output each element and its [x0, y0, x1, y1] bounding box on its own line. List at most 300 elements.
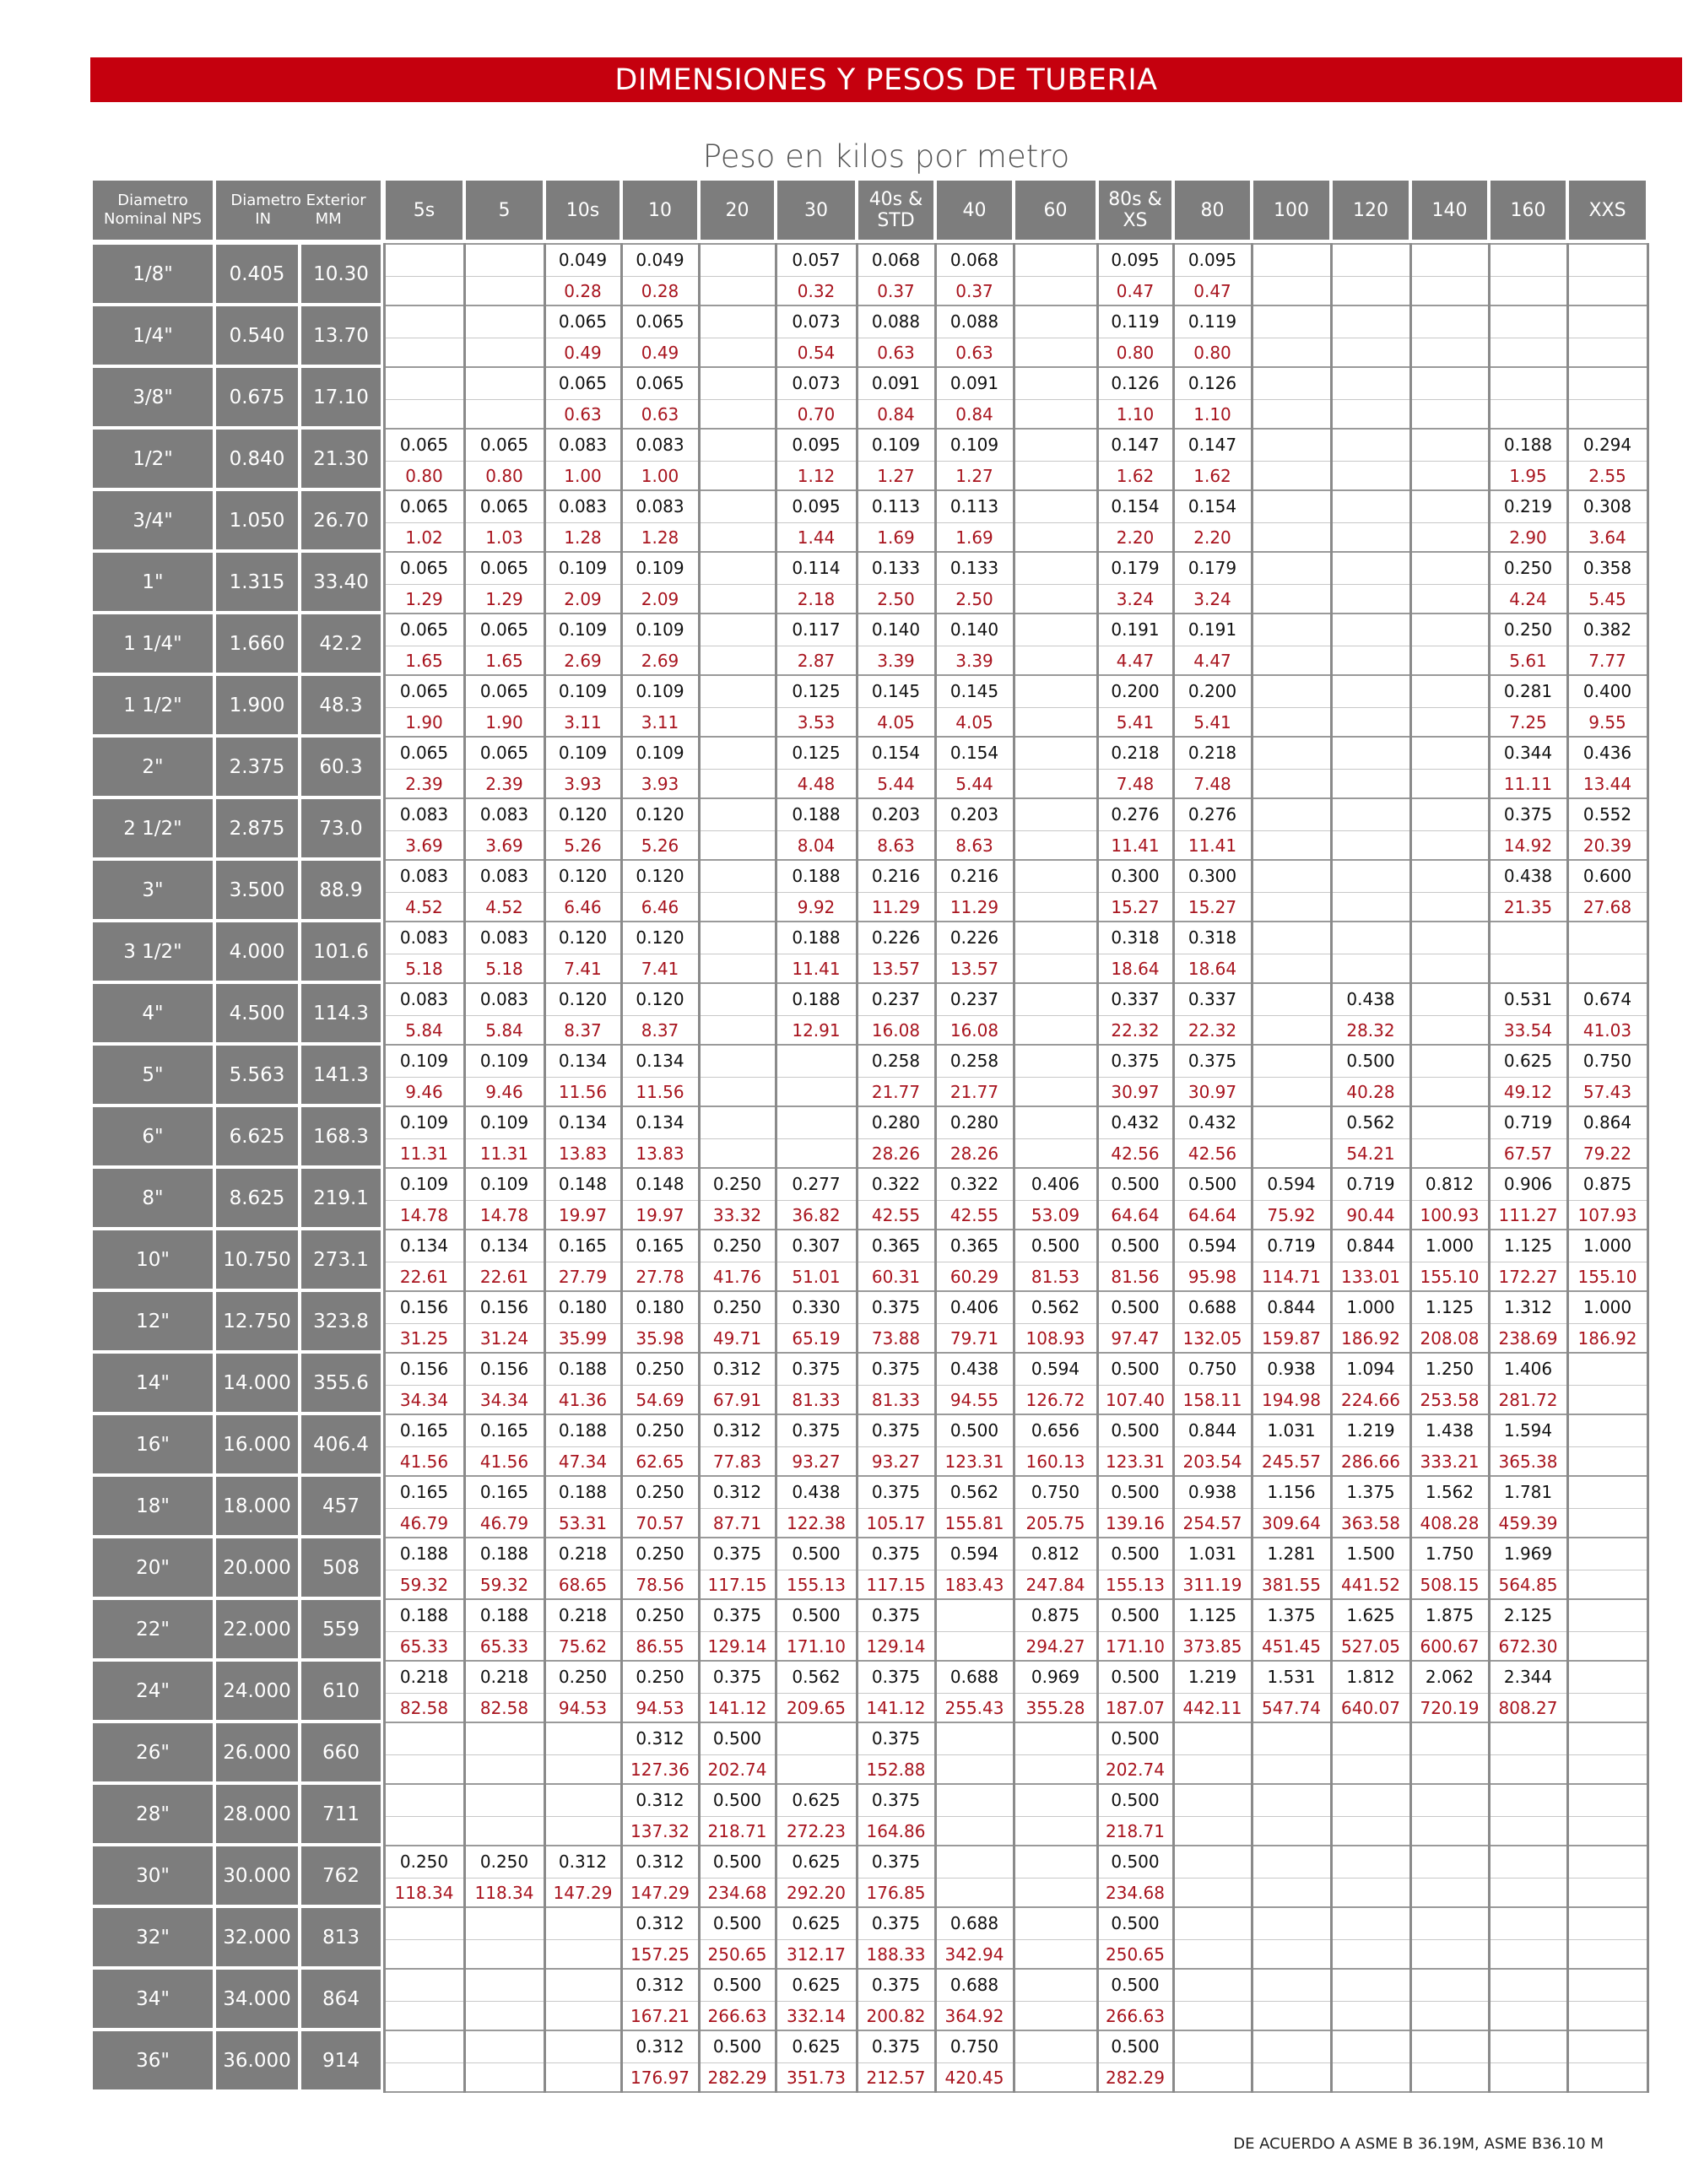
wall-thickness-value: 0.688 [950, 1667, 999, 1688]
weight-kg-per-m-value: 73.88 [871, 1327, 921, 1349]
weight-kg-per-m-value: 159.87 [1262, 1327, 1321, 1349]
weight-kg-per-m-value: 155.10 [1420, 1266, 1480, 1287]
header-schedule-label: 100 [1274, 199, 1309, 221]
wall-thickness-value: 0.125 [792, 681, 841, 702]
row-nominal-nps: 32" [93, 1908, 213, 1966]
wall-thickness-value: 0.594 [950, 1543, 999, 1565]
weight-kg-per-m-value: 4.05 [877, 711, 915, 733]
weight-kg-per-m-value: 266.63 [1106, 2005, 1165, 2026]
row-od-mm: 21.30 [301, 430, 381, 488]
weight-kg-per-m-value: 7.41 [564, 958, 602, 979]
weight-kg-per-m-value: 94.55 [950, 1389, 999, 1410]
wall-thickness-value: 0.083 [636, 496, 684, 517]
wall-thickness-value: 0.719 [1346, 1174, 1395, 1195]
weight-kg-per-m-value: 160.13 [1025, 1451, 1085, 1472]
weight-kg-per-m-value: 152.88 [866, 1759, 926, 1780]
wall-thickness-value: 1.125 [1188, 1605, 1237, 1626]
weight-kg-per-m-value: 7.41 [641, 958, 679, 979]
weight-kg-per-m-value: 5.45 [1588, 588, 1626, 609]
wall-thickness-value: 0.318 [1111, 927, 1160, 949]
wall-thickness-value: 0.330 [792, 1297, 841, 1318]
wall-thickness-value: 0.109 [636, 619, 684, 641]
wall-thickness-value: 0.188 [479, 1605, 529, 1626]
row-nominal-nps: 12" [93, 1292, 213, 1350]
weight-kg-per-m-value: 1.12 [797, 465, 836, 486]
weight-kg-per-m-value: 0.63 [564, 403, 602, 424]
wall-thickness-value: 0.068 [950, 250, 999, 271]
weight-kg-per-m-value: 3.69 [405, 835, 443, 856]
weight-kg-per-m-value: 2.90 [1509, 527, 1547, 548]
row-separator [384, 1968, 1647, 1970]
row-od-mm: 17.10 [301, 368, 381, 426]
header-schedule-12 [1333, 181, 1409, 240]
wall-thickness-value: 0.375 [871, 1297, 921, 1318]
wall-thickness-value: 0.091 [871, 373, 921, 394]
weight-kg-per-m-value: 547.74 [1262, 1697, 1321, 1718]
wall-thickness-value: 0.083 [479, 989, 529, 1010]
wall-thickness-value: 0.375 [1111, 1051, 1160, 1072]
wall-thickness-value: 0.277 [792, 1174, 841, 1195]
wall-thickness-value: 2.344 [1503, 1667, 1553, 1688]
wall-thickness-value: 1.000 [1582, 1297, 1632, 1318]
wall-thickness-value: 0.500 [1111, 2036, 1160, 2057]
wall-thickness-value: 0.083 [399, 927, 449, 949]
row-mid-separator [384, 1816, 1647, 1817]
wall-thickness-value: 0.065 [479, 435, 529, 456]
wall-thickness-value: 0.188 [792, 989, 841, 1010]
weight-kg-per-m-value: 183.43 [944, 1574, 1004, 1595]
wall-thickness-value: 0.500 [712, 1975, 762, 1996]
weight-kg-per-m-value: 27.68 [1582, 896, 1632, 917]
weight-kg-per-m-value: 95.98 [1188, 1266, 1237, 1287]
wall-thickness-value: 0.436 [1582, 743, 1632, 764]
weight-kg-per-m-value: 282.29 [707, 2067, 767, 2088]
wall-thickness-value: 0.688 [950, 1913, 999, 1934]
wall-thickness-value: 0.156 [399, 1359, 449, 1380]
weight-kg-per-m-value: 365.38 [1498, 1451, 1558, 1472]
row-od-mm: 101.6 [301, 922, 381, 981]
header-schedule-label: 40s & [868, 189, 923, 210]
column-separator [698, 243, 701, 2093]
wall-thickness-value: 0.095 [792, 435, 841, 456]
weight-kg-per-m-value: 158.11 [1182, 1389, 1242, 1410]
weight-kg-per-m-value: 0.32 [797, 280, 836, 301]
wall-thickness-value: 1.875 [1425, 1605, 1474, 1626]
weight-kg-per-m-value: 238.69 [1498, 1327, 1558, 1349]
weight-kg-per-m-value: 442.11 [1182, 1697, 1242, 1718]
row-mid-separator [384, 2001, 1647, 2002]
wall-thickness-value: 0.625 [1503, 1051, 1553, 1072]
wall-thickness-value: 0.120 [636, 989, 684, 1010]
weight-kg-per-m-value: 22.32 [1188, 1019, 1237, 1041]
weight-kg-per-m-value: 164.86 [866, 1820, 926, 1841]
row-od-mm: 88.9 [301, 861, 381, 919]
weight-kg-per-m-value: 1.29 [405, 588, 443, 609]
weight-kg-per-m-value: 141.12 [866, 1697, 926, 1718]
weight-kg-per-m-value: 1.28 [564, 527, 602, 548]
weight-kg-per-m-value: 54.21 [1346, 1143, 1395, 1164]
wall-thickness-value: 0.500 [1111, 1482, 1160, 1503]
wall-thickness-value: 0.337 [1111, 989, 1160, 1010]
wall-thickness-value: 0.344 [1503, 743, 1553, 764]
wall-thickness-value: 0.844 [1267, 1297, 1316, 1318]
row-mid-separator [384, 1939, 1647, 1940]
wall-thickness-value: 0.375 [871, 1605, 921, 1626]
weight-kg-per-m-value: 2.50 [877, 588, 915, 609]
weight-kg-per-m-value: 0.63 [641, 403, 679, 424]
wall-thickness-value: 0.113 [871, 496, 921, 517]
weight-kg-per-m-value: 5.84 [485, 1019, 523, 1041]
weight-kg-per-m-value: 1.29 [485, 588, 523, 609]
weight-kg-per-m-value: 126.72 [1025, 1389, 1085, 1410]
wall-thickness-value: 0.065 [399, 558, 449, 579]
weight-kg-per-m-value: 108.93 [1025, 1327, 1085, 1349]
weight-kg-per-m-value: 27.78 [636, 1266, 684, 1287]
weight-kg-per-m-value: 420.45 [944, 2067, 1004, 2088]
wall-thickness-value: 1.562 [1425, 1482, 1474, 1503]
weight-kg-per-m-value: 3.39 [877, 650, 915, 671]
wall-thickness-value: 0.091 [950, 373, 999, 394]
weight-kg-per-m-value: 0.47 [1193, 280, 1231, 301]
header-schedule-label: 5 [498, 199, 511, 221]
weight-kg-per-m-value: 141.12 [707, 1697, 767, 1718]
wall-thickness-value: 0.109 [479, 1051, 529, 1072]
wall-thickness-value: 0.600 [1582, 866, 1632, 887]
header-schedule-9 [1099, 181, 1171, 240]
wall-thickness-value: 0.500 [1111, 1543, 1160, 1565]
header-schedule-label: 160 [1510, 199, 1546, 221]
weight-kg-per-m-value: 133.01 [1341, 1266, 1400, 1287]
weight-kg-per-m-value: 64.64 [1111, 1204, 1160, 1225]
wall-thickness-value: 0.083 [479, 927, 529, 949]
wall-thickness-value: 0.068 [871, 250, 921, 271]
weight-kg-per-m-value: 2.69 [641, 650, 679, 671]
wall-thickness-value: 1.625 [1346, 1605, 1395, 1626]
row-od-mm: 813 [301, 1908, 381, 1966]
weight-kg-per-m-value: 0.37 [955, 280, 993, 301]
wall-thickness-value: 0.109 [636, 743, 684, 764]
wall-thickness-value: 0.250 [712, 1235, 762, 1257]
weight-kg-per-m-value: 8.37 [641, 1019, 679, 1041]
wall-thickness-value: 0.065 [479, 558, 529, 579]
weight-kg-per-m-value: 14.92 [1503, 835, 1553, 856]
weight-kg-per-m-value: 218.71 [1106, 1820, 1165, 1841]
weight-kg-per-m-value: 81.33 [871, 1389, 921, 1410]
header-nominal-nps-line: Diametro [117, 192, 188, 209]
weight-kg-per-m-value: 176.85 [866, 1882, 926, 1903]
wall-thickness-value: 0.200 [1111, 681, 1160, 702]
weight-kg-per-m-value: 4.48 [797, 773, 836, 794]
wall-thickness-value: 0.119 [1188, 311, 1237, 332]
weight-kg-per-m-value: 19.97 [636, 1204, 684, 1225]
wall-thickness-value: 0.109 [558, 558, 608, 579]
wall-thickness-value: 0.358 [1582, 558, 1632, 579]
wall-thickness-value: 0.200 [1188, 681, 1237, 702]
row-od-in: 1.900 [216, 676, 298, 734]
weight-kg-per-m-value: 65.33 [399, 1635, 449, 1657]
wall-thickness-value: 0.109 [871, 435, 921, 456]
wall-thickness-value: 0.250 [1503, 619, 1553, 641]
weight-kg-per-m-value: 65.19 [792, 1327, 841, 1349]
wall-thickness-value: 0.133 [871, 558, 921, 579]
wall-thickness-value: 0.625 [792, 1790, 841, 1811]
wall-thickness-value: 0.188 [558, 1420, 608, 1441]
wall-thickness-value: 2.125 [1503, 1605, 1553, 1626]
wall-thickness-value: 0.375 [1503, 804, 1553, 825]
weight-kg-per-m-value: 155.81 [944, 1512, 1004, 1533]
weight-kg-per-m-value: 1.62 [1193, 465, 1231, 486]
weight-kg-per-m-value: 7.48 [1193, 773, 1231, 794]
weight-kg-per-m-value: 79.22 [1582, 1143, 1632, 1164]
wall-thickness-value: 0.300 [1111, 866, 1160, 887]
row-od-in: 6.625 [216, 1107, 298, 1165]
wall-thickness-value: 0.120 [558, 866, 608, 887]
wall-thickness-value: 0.375 [871, 1420, 921, 1441]
header-nominal-nps [93, 181, 213, 240]
weight-kg-per-m-value: 22.32 [1111, 1019, 1160, 1041]
wall-thickness-value: 0.134 [399, 1235, 449, 1257]
weight-kg-per-m-value: 2.20 [1116, 527, 1155, 548]
wall-thickness-value: 0.156 [479, 1359, 529, 1380]
row-separator [384, 1722, 1647, 1723]
weight-kg-per-m-value: 42.56 [1111, 1143, 1160, 1164]
weight-kg-per-m-value: 122.38 [787, 1512, 846, 1533]
weight-kg-per-m-value: 171.10 [1106, 1635, 1165, 1657]
wall-thickness-value: 1.250 [1425, 1359, 1474, 1380]
header-schedule-3 [623, 181, 697, 240]
weight-kg-per-m-value: 342.94 [944, 1943, 1004, 1965]
weight-kg-per-m-value: 97.47 [1111, 1327, 1160, 1349]
weight-kg-per-m-value: 155.13 [1106, 1574, 1165, 1595]
weight-kg-per-m-value: 105.17 [866, 1512, 926, 1533]
weight-kg-per-m-value: 28.32 [1346, 1019, 1395, 1041]
wall-thickness-value: 0.750 [950, 2036, 999, 2057]
wall-thickness-value: 0.322 [871, 1174, 921, 1195]
wall-thickness-value: 0.065 [558, 373, 608, 394]
weight-kg-per-m-value: 2.20 [1193, 527, 1231, 548]
row-od-in: 4.000 [216, 922, 298, 981]
row-nominal-nps: 14" [93, 1354, 213, 1412]
wall-thickness-value: 0.134 [479, 1235, 529, 1257]
weight-kg-per-m-value: 62.65 [636, 1451, 684, 1472]
weight-kg-per-m-value: 16.08 [950, 1019, 999, 1041]
wall-thickness-value: 1.031 [1188, 1543, 1237, 1565]
wall-thickness-value: 1.156 [1267, 1482, 1316, 1503]
header-schedule-2 [546, 181, 619, 240]
wall-thickness-value: 1.000 [1346, 1297, 1395, 1318]
wall-thickness-value: 0.308 [1582, 496, 1632, 517]
weight-kg-per-m-value: 209.65 [787, 1697, 846, 1718]
wall-thickness-value: 1.312 [1503, 1297, 1553, 1318]
wall-thickness-value: 0.165 [558, 1235, 608, 1257]
weight-kg-per-m-value: 11.31 [479, 1143, 529, 1164]
header-outside-diameter [216, 181, 381, 240]
wall-thickness-value: 0.065 [399, 743, 449, 764]
row-nominal-nps: 4" [93, 984, 213, 1042]
wall-thickness-value: 0.375 [792, 1420, 841, 1441]
weight-kg-per-m-value: 47.34 [558, 1451, 608, 1472]
weight-kg-per-m-value: 0.63 [877, 342, 915, 363]
wall-thickness-value: 1.812 [1346, 1667, 1395, 1688]
weight-kg-per-m-value: 7.48 [1116, 773, 1155, 794]
weight-kg-per-m-value: 11.31 [399, 1143, 449, 1164]
header-schedule-label: 10 [648, 199, 672, 221]
wall-thickness-value: 0.049 [558, 250, 608, 271]
weight-kg-per-m-value: 808.27 [1498, 1697, 1558, 1718]
row-nominal-nps: 28" [93, 1785, 213, 1843]
row-od-mm: 457 [301, 1477, 381, 1535]
wall-thickness-value: 0.312 [636, 1728, 684, 1749]
weight-kg-per-m-value: 28.26 [871, 1143, 921, 1164]
weight-kg-per-m-value: 1.00 [641, 465, 679, 486]
row-od-in: 0.675 [216, 368, 298, 426]
column-separator [775, 243, 777, 2093]
wall-thickness-value: 0.500 [1111, 1235, 1160, 1257]
wall-thickness-value: 0.438 [792, 1482, 841, 1503]
wall-thickness-value: 0.109 [558, 743, 608, 764]
wall-thickness-value: 0.258 [871, 1051, 921, 1072]
weight-kg-per-m-value: 35.98 [636, 1327, 684, 1349]
wall-thickness-value: 0.969 [1031, 1667, 1080, 1688]
row-nominal-nps: 1/2" [93, 430, 213, 488]
weight-kg-per-m-value: 30.97 [1188, 1081, 1237, 1102]
wall-thickness-value: 0.500 [1111, 1174, 1160, 1195]
row-nominal-nps: 1 1/4" [93, 614, 213, 673]
wall-thickness-value: 0.095 [792, 496, 841, 517]
row-od-mm: 559 [301, 1600, 381, 1658]
column-separator [934, 243, 937, 2093]
wall-thickness-value: 0.126 [1111, 373, 1160, 394]
row-nominal-nps: 22" [93, 1600, 213, 1658]
weight-kg-per-m-value: 59.32 [479, 1574, 529, 1595]
weight-kg-per-m-value: 107.93 [1577, 1204, 1637, 1225]
wall-thickness-value: 0.117 [792, 619, 841, 641]
weight-kg-per-m-value: 218.71 [707, 1820, 767, 1841]
weight-kg-per-m-value: 8.63 [955, 835, 993, 856]
wall-thickness-value: 0.864 [1582, 1112, 1632, 1133]
weight-kg-per-m-value: 2.09 [641, 588, 679, 609]
row-od-mm: 711 [301, 1785, 381, 1843]
standards-footnote: DE ACUERDO A ASME B 36.19M, ASME B36.10 M [1233, 2135, 1604, 2153]
weight-kg-per-m-value: 11.41 [792, 958, 841, 979]
wall-thickness-value: 0.875 [1031, 1605, 1080, 1626]
weight-kg-per-m-value: 1.69 [955, 527, 993, 548]
wall-thickness-value: 0.318 [1188, 927, 1237, 949]
row-od-in: 0.540 [216, 306, 298, 365]
weight-kg-per-m-value: 11.56 [636, 1081, 684, 1102]
weight-kg-per-m-value: 14.78 [479, 1204, 529, 1225]
wall-thickness-value: 0.719 [1503, 1112, 1553, 1133]
wall-thickness-value: 1.000 [1582, 1235, 1632, 1257]
weight-kg-per-m-value: 137.32 [630, 1820, 690, 1841]
weight-kg-per-m-value: 118.34 [474, 1882, 534, 1903]
wall-thickness-value: 1.406 [1503, 1359, 1553, 1380]
row-od-in: 1.050 [216, 491, 298, 549]
header-schedule-5 [777, 181, 855, 240]
wall-thickness-value: 0.250 [636, 1543, 684, 1565]
weight-kg-per-m-value: 30.97 [1111, 1081, 1160, 1102]
row-od-mm: 864 [301, 1970, 381, 2028]
wall-thickness-value: 0.165 [479, 1420, 529, 1441]
weight-kg-per-m-value: 373.85 [1182, 1635, 1242, 1657]
wall-thickness-value: 0.134 [636, 1051, 684, 1072]
weight-kg-per-m-value: 355.28 [1025, 1697, 1085, 1718]
weight-kg-per-m-value: 1.90 [485, 711, 523, 733]
weight-kg-per-m-value: 0.84 [877, 403, 915, 424]
wall-thickness-value: 0.250 [636, 1482, 684, 1503]
weight-kg-per-m-value: 312.17 [787, 1943, 846, 1965]
wall-thickness-value: 0.500 [712, 1790, 762, 1811]
wall-thickness-value: 1.594 [1503, 1420, 1553, 1441]
weight-kg-per-m-value: 11.41 [1111, 835, 1160, 856]
wall-thickness-value: 0.109 [558, 681, 608, 702]
row-od-mm: 141.3 [301, 1046, 381, 1104]
row-od-in: 2.375 [216, 738, 298, 796]
column-separator [1566, 243, 1569, 2093]
wall-thickness-value: 0.218 [1188, 743, 1237, 764]
wall-thickness-value: 0.120 [558, 989, 608, 1010]
wall-thickness-value: 1.969 [1503, 1543, 1553, 1565]
weight-kg-per-m-value: 0.49 [564, 342, 602, 363]
wall-thickness-value: 0.083 [479, 866, 529, 887]
row-nominal-nps: 1" [93, 553, 213, 611]
wall-thickness-value: 0.148 [558, 1174, 608, 1195]
wall-thickness-value: 0.179 [1188, 558, 1237, 579]
wall-thickness-value: 1.125 [1503, 1235, 1553, 1257]
wall-thickness-value: 0.750 [1582, 1051, 1632, 1072]
weight-kg-per-m-value: 282.29 [1106, 2067, 1165, 2088]
wall-thickness-value: 0.180 [558, 1297, 608, 1318]
wall-thickness-value: 0.065 [479, 496, 529, 517]
wall-thickness-value: 0.073 [792, 373, 841, 394]
wall-thickness-value: 0.065 [399, 435, 449, 456]
weight-kg-per-m-value: 87.71 [712, 1512, 762, 1533]
wall-thickness-value: 0.156 [399, 1297, 449, 1318]
weight-kg-per-m-value: 2.69 [564, 650, 602, 671]
weight-kg-per-m-value: 40.28 [1346, 1081, 1395, 1102]
weight-kg-per-m-value: 118.34 [394, 1882, 454, 1903]
wall-thickness-value: 0.500 [1111, 1605, 1160, 1626]
wall-thickness-value: 0.400 [1582, 681, 1632, 702]
weight-kg-per-m-value: 311.19 [1182, 1574, 1242, 1595]
wall-thickness-value: 0.119 [1111, 311, 1160, 332]
weight-kg-per-m-value: 255.43 [944, 1697, 1004, 1718]
weight-kg-per-m-value: 187.07 [1106, 1697, 1165, 1718]
weight-kg-per-m-value: 203.54 [1182, 1451, 1242, 1472]
wall-thickness-value: 1.125 [1425, 1297, 1474, 1318]
row-nominal-nps: 3 1/2" [93, 922, 213, 981]
weight-kg-per-m-value: 7.25 [1509, 711, 1547, 733]
page-title: DIMENSIONES Y PESOS DE TUBERIA [614, 62, 1158, 97]
wall-thickness-value: 0.113 [950, 496, 999, 517]
weight-kg-per-m-value: 22.61 [399, 1266, 449, 1287]
row-nominal-nps: 16" [93, 1415, 213, 1473]
weight-kg-per-m-value: 176.97 [630, 2067, 690, 2088]
weight-kg-per-m-value: 81.33 [792, 1389, 841, 1410]
wall-thickness-value: 0.375 [792, 1359, 841, 1380]
weight-kg-per-m-value: 16.08 [871, 1019, 921, 1041]
wall-thickness-value: 1.281 [1267, 1543, 1316, 1565]
weight-kg-per-m-value: 1.03 [485, 527, 523, 548]
wall-thickness-value: 0.191 [1111, 619, 1160, 641]
weight-kg-per-m-value: 13.57 [950, 958, 999, 979]
wall-thickness-value: 0.120 [636, 804, 684, 825]
wall-thickness-value: 0.226 [871, 927, 921, 949]
weight-kg-per-m-value: 13.83 [558, 1143, 608, 1164]
row-nominal-nps: 26" [93, 1723, 213, 1781]
wall-thickness-value: 0.500 [1111, 1297, 1160, 1318]
wall-thickness-value: 0.375 [871, 1359, 921, 1380]
